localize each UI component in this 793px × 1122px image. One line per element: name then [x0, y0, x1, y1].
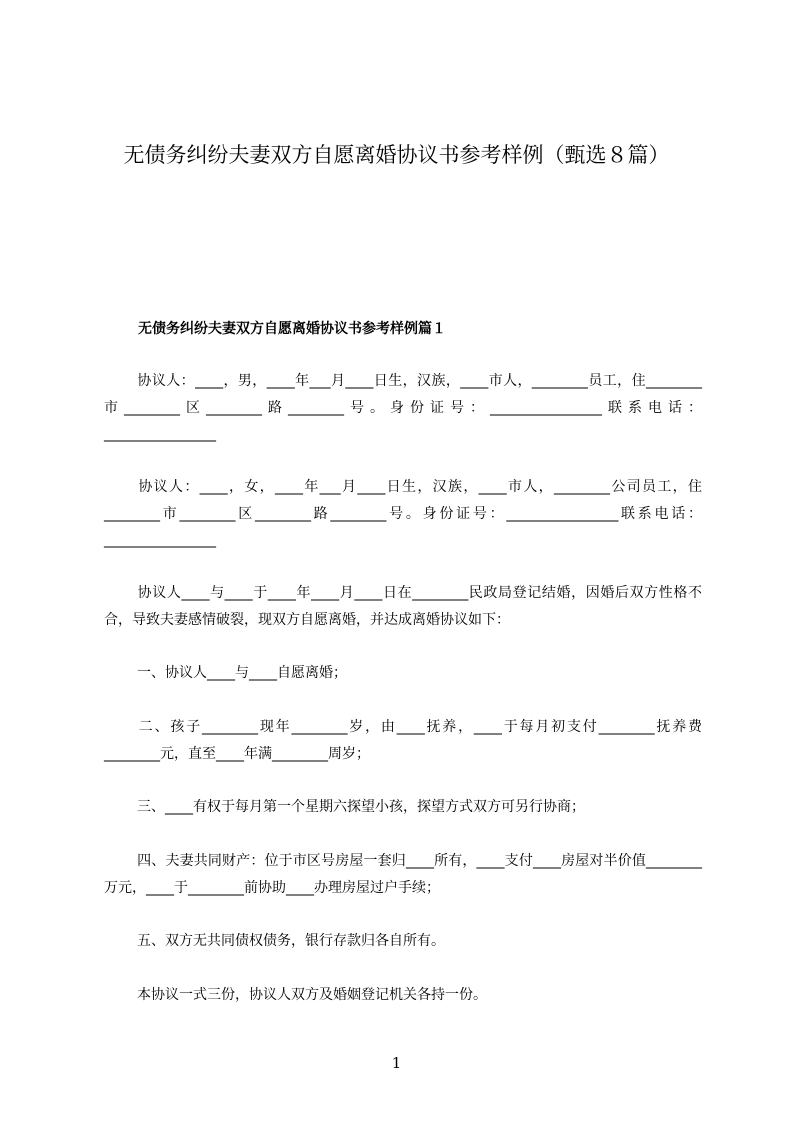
paragraph-text: 本协议一式三份，协议人双方及婚姻登记机关各持一份。: [137, 987, 487, 1003]
paragraph-marriage-info: [104, 580, 702, 633]
paragraph-text: 协议人____与____于____年____月____日在________民政局登记结婚，因婚后双方性格不合，导致夫妻感情破裂，现双方自愿离婚，并达成离婚协议如下：: [104, 585, 702, 628]
page-number: 1: [391, 1054, 402, 1072]
paragraph-text: 协议人：____，女，____年___月____日生，汉族，____市人，________公司员工，住________市________区________路________号。身份证号：________________联系电话：________________: [104, 479, 702, 548]
clause-3: [104, 794, 702, 821]
paragraph-text: 二、孩子________现年________岁，由____抚养，____于每月初支付________抚养费________元，直至____年满________周岁；: [104, 719, 702, 762]
paragraph-party-male: [104, 368, 702, 448]
document-title: 无债务纠纷夫妻双方自愿离婚协议书参考样例（甄选８篇）: [123, 143, 670, 167]
paragraph-text: 一、协议人____与____自愿离婚；: [137, 665, 347, 681]
paragraph-text: 协议人：____，男，____年___月____日生，汉族，____市人，________员工，住________市________区________路________号。身份证号：________________联系电话：________________: [104, 373, 702, 442]
clause-2: [104, 714, 702, 767]
paragraph-party-female: [104, 474, 702, 554]
closing-paragraph: [104, 982, 702, 1009]
paragraph-text: 四、夫妻共同财产：位于市区号房屋一套归____所有，____支付____房屋对半价值________万元，____于________前协助____办理房屋过户手续；: [104, 853, 702, 896]
clause-4: [104, 848, 702, 901]
paragraph-text: 三、____有权于每月第一个星期六探望小孩，探望方式双方可另行协商；: [137, 799, 585, 815]
clause-1: [104, 660, 702, 687]
paragraph-text: 五、双方无共同债权债务，银行存款归各自所有。: [137, 933, 445, 949]
clause-5: [104, 928, 702, 955]
section-heading: 无债务纠纷夫妻双方自愿离婚协议书参考样例篇１: [138, 321, 446, 337]
